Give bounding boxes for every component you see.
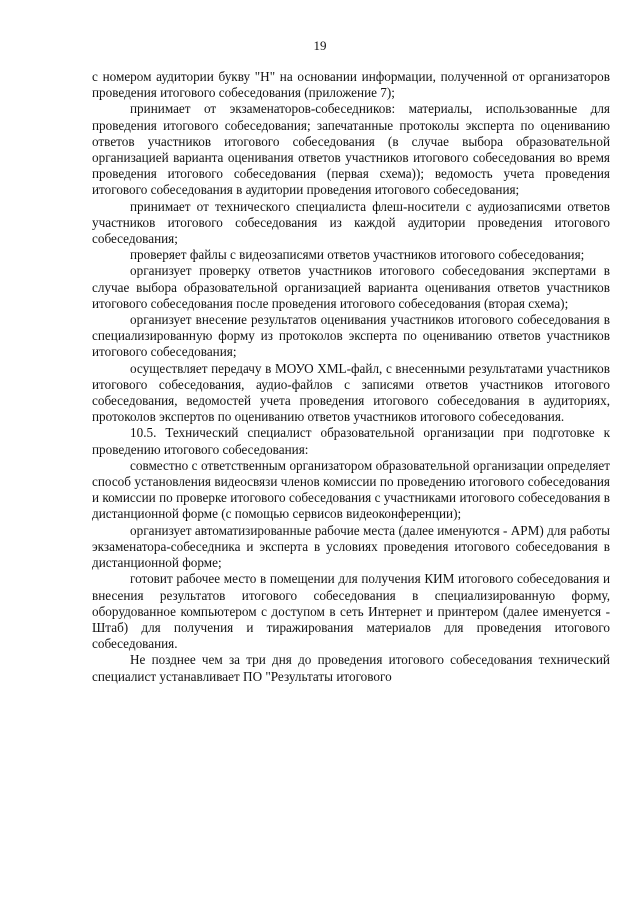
paragraph: с номером аудитории букву "Н" на основании информации, полученной от организаторов проведения итогового собеседования (приложение 7); bbox=[92, 69, 610, 101]
paragraph: организует внесение результатов оценивания участников итогового собеседования в специализированную форму из протоколов эксперта по оцениванию ответов участников итогового собеседования; bbox=[92, 312, 610, 360]
paragraph: Не позднее чем за три дня до проведения итогового собеседования технический специалист устанавливает ПО "Результаты итогового bbox=[92, 652, 610, 684]
document-body bbox=[92, 69, 610, 685]
page-number: 19 bbox=[313, 38, 327, 53]
paragraph: принимает от технического специалиста флеш-носители с аудиозаписями ответов участников итогового собеседования из каждой аудитории проведения итогового собеседования; bbox=[92, 198, 610, 247]
paragraph: готовит рабочее место в помещении для получения КИМ итогового собеседования и внесения результатов итогового собеседования в специализированную форму, оборудованное компьютером с доступом в сеть Интернет и принтером (далее именуется - Штаб) для получения и тиражирования материалов для проведения итогового собеседования. bbox=[92, 571, 610, 652]
paragraph: осуществляет передачу в МОУО XML-файл, с внесенными результатами участников итогового собеседования, аудио-файлов с записями ответов участников итогового собеседования, ведомостей учета проведения итогового собеседования в аудиториях, протоколов экспертов по оцениванию ответов участников итогового собеседования. bbox=[92, 360, 610, 425]
section-heading-10-5: 10.5. Технический специалист образовательной организации при подготовке к проведению итогового собеседования: bbox=[92, 425, 610, 457]
paragraph: организует автоматизированные рабочие места (далее именуются - АРМ) для работы экзаменатора-собеседника и эксперта в условиях проведения итогового собеседования в дистанционной форме; bbox=[92, 522, 610, 571]
paragraph: совместно с ответственным организатором образовательной организации определяет способ установления видеосвязи членов комиссии по проведению итогового собеседования и комиссии по проверке итогового собеседования с участниками итогового собеседования в дистанционной форме (с помощью сервисов видеоконференции); bbox=[92, 457, 610, 522]
paragraph: организует проверку ответов участников итогового собеседования экспертами в случае выбора образовательной организацией варианта оценивания ответов участников итогового собеседования после проведения итогового собеседования (вторая схема); bbox=[92, 263, 610, 311]
paragraph: проверяет файлы с видеозаписями ответов участников итогового собеседования; bbox=[130, 247, 585, 263]
paragraph: принимает от экзаменаторов-собеседников: материалы, использованные для проведения итогового собеседования; запечатанные протоколы эксперта по оцениванию ответов участников итогового собеседования (в случае выбора образовательной организацией варианта оценивания ответов участников итогового собеседования во время проведения итогового собеседования (первая схема)); ведомость учета проведения итогового собеседования в аудитории проведения итогового собеседования; bbox=[92, 101, 610, 198]
